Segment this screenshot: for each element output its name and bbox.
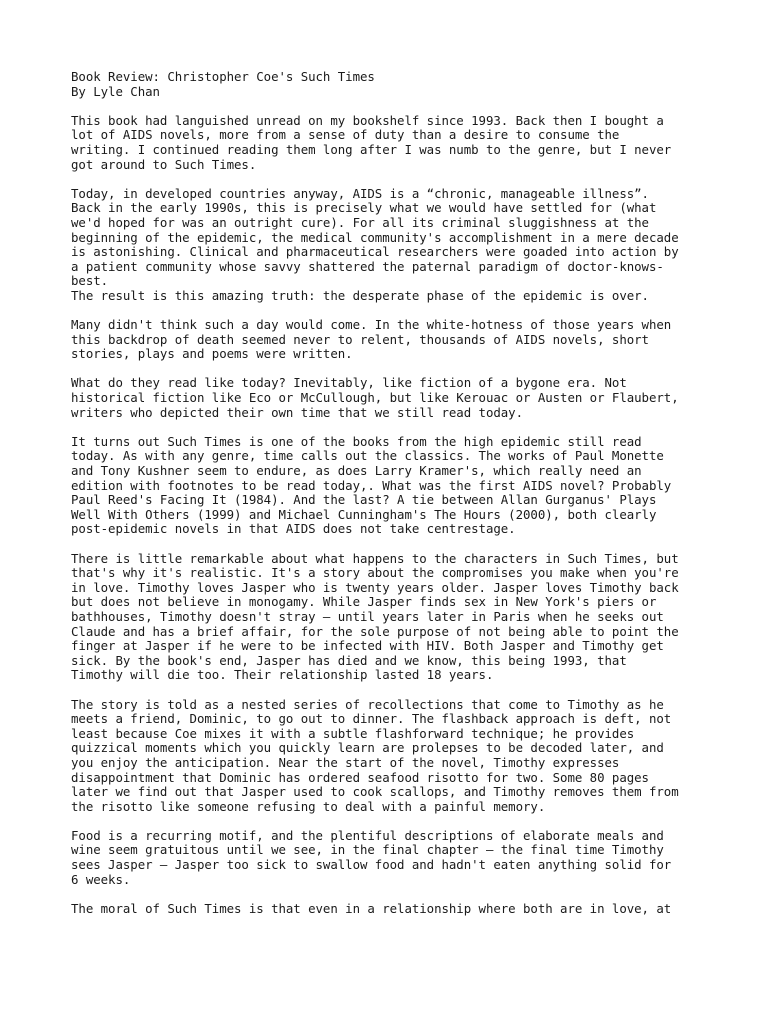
text-line: got around to Such Times. <box>71 156 257 172</box>
text-line: historical fiction like Eco or McCullough, but like Kerouac or Austen or Flaubert, <box>71 390 679 406</box>
text-line: Today, in developed countries anyway, AIDS is a “chronic, manageable illness”. <box>71 185 649 201</box>
paragraph <box>71 829 696 887</box>
text-line: you enjoy the anticipation. Near the start of the novel, Timothy expresses <box>71 754 620 770</box>
text-line: lot of AIDS novels, more from a sense of duty than a desire to consume the <box>71 127 620 143</box>
text-line: disappointment that Dominic has ordered seafood risotto for two. Some 80 pages <box>71 769 649 785</box>
text-line: wine seem gratuitous until we see, in the final chapter – the final time Timothy <box>71 842 664 858</box>
text-line: that's why it's realistic. It's a story about the compromises you make when you're <box>71 565 679 581</box>
text-line: 6 weeks. <box>71 871 131 887</box>
text-line: Many didn't think such a day would come. In the white-hotness of those years when <box>71 317 672 333</box>
text-line: writing. I continued reading them long after I was numb to the genre, but I never <box>71 141 672 157</box>
text-line: this backdrop of death seemed never to relent, thousands of AIDS novels, short <box>71 331 649 347</box>
text-line: today. As with any genre, time calls out the classics. The works of Paul Monette <box>71 448 664 464</box>
text-line: a patient community whose savvy shattered the paternal paradigm of doctor-knows- <box>71 258 664 274</box>
text-line: writers who depicted their own time that we still read today. <box>71 404 523 420</box>
text-line: stories, plays and poems were written. <box>71 346 353 362</box>
spacer <box>71 362 696 377</box>
text-line: edition with footnotes to be read today,. What was the first AIDS novel? Probably <box>71 477 672 493</box>
paragraph <box>71 902 696 917</box>
text-line: we'd hoped for was an outright cure). For all its criminal sluggishness at the <box>71 214 649 230</box>
text-line: Claude and has a brief affair, for the sole purpose of not being able to point the <box>71 623 679 639</box>
text-line: beginning of the epidemic, the medical community's accomplishment in a mere decade <box>71 229 679 245</box>
text-line: What do they read like today? Inevitably, like fiction of a bygone era. Not <box>71 375 627 391</box>
text-line: finger at Jasper if he were to be infected with HIV. Both Jasper and Timothy get <box>71 638 664 654</box>
text-line: meets a friend, Dominic, to go out to dinner. The flashback approach is deft, not <box>71 711 672 727</box>
byline: By Lyle Chan <box>71 83 160 99</box>
text-line: the risotto like someone refusing to deal with a painful memory. <box>71 798 546 814</box>
review-body <box>71 114 696 917</box>
review-title: Book Review: Christopher Coe's Such Times <box>71 69 375 84</box>
text-line: Food is a recurring motif, and the plentiful descriptions of elaborate meals and <box>71 827 664 843</box>
text-line: later we find out that Jasper used to cook scallops, and Timothy removes them from <box>71 784 679 800</box>
spacer <box>71 887 696 902</box>
text-line: The moral of Such Times is that even in a relationship where both are in love, at <box>71 900 672 916</box>
text-line: sick. By the book's end, Jasper has died and we know, this being 1993, that <box>71 652 627 668</box>
spacer <box>71 537 696 552</box>
text-line: but does not believe in monogamy. While Jasper finds sex in New York's piers or <box>71 594 657 610</box>
text-line: and Tony Kushner seem to endure, as does Larry Kramer's, which really need an <box>71 463 642 479</box>
text-line: is astonishing. Clinical and pharmaceutical researchers were goaded into action by <box>71 244 679 260</box>
text-line: sees Jasper – Jasper too sick to swallow food and hadn't eaten anything solid for <box>71 857 672 873</box>
text-line: quizzical moments which you quickly learn are prolepses to be decoded later, and <box>71 740 664 756</box>
paragraph <box>71 698 696 815</box>
text-line: least because Coe mixes it with a subtle flashforward technique; he provides <box>71 725 635 741</box>
paragraph <box>71 114 696 172</box>
document-page <box>71 70 696 916</box>
text-line: Back in the early 1990s, this is precisely what we would have settled for (what <box>71 200 657 216</box>
spacer <box>71 172 696 187</box>
spacer <box>71 683 696 698</box>
paragraph <box>71 435 696 537</box>
paragraph <box>71 376 696 420</box>
spacer <box>71 420 696 435</box>
spacer <box>71 814 696 829</box>
paragraph <box>71 318 696 362</box>
text-line: best. <box>71 273 109 289</box>
text-line: in love. Timothy loves Jasper who is twenty years older. Jasper loves Timothy back <box>71 579 679 595</box>
text-line: The story is told as a nested series of recollections that come to Timothy as he <box>71 696 664 712</box>
text-line: bathhouses, Timothy doesn't stray – until years later in Paris when he seeks out <box>71 608 664 624</box>
text-line: Paul Reed's Facing It (1984). And the last? A tie between Allan Gurganus' Plays <box>71 492 657 508</box>
spacer <box>71 304 696 319</box>
paragraph <box>71 187 696 304</box>
text-line: It turns out Such Times is one of the books from the high epidemic still read <box>71 433 642 449</box>
text-line: This book had languished unread on my bookshelf since 1993. Back then I bought a <box>71 112 664 128</box>
paragraph <box>71 552 696 683</box>
text-line: There is little remarkable about what happens to the characters in Such Times, but <box>71 550 679 566</box>
text-line: Well With Others (1999) and Michael Cunningham's The Hours (2000), both clearly <box>71 506 657 522</box>
text-line: Timothy will die too. Their relationship lasted 18 years. <box>71 667 494 683</box>
spacer <box>71 99 696 114</box>
text-line: post-epidemic novels in that AIDS does not take centrestage. <box>71 521 516 537</box>
text-line: The result is this amazing truth: the desperate phase of the epidemic is over. <box>71 287 649 303</box>
